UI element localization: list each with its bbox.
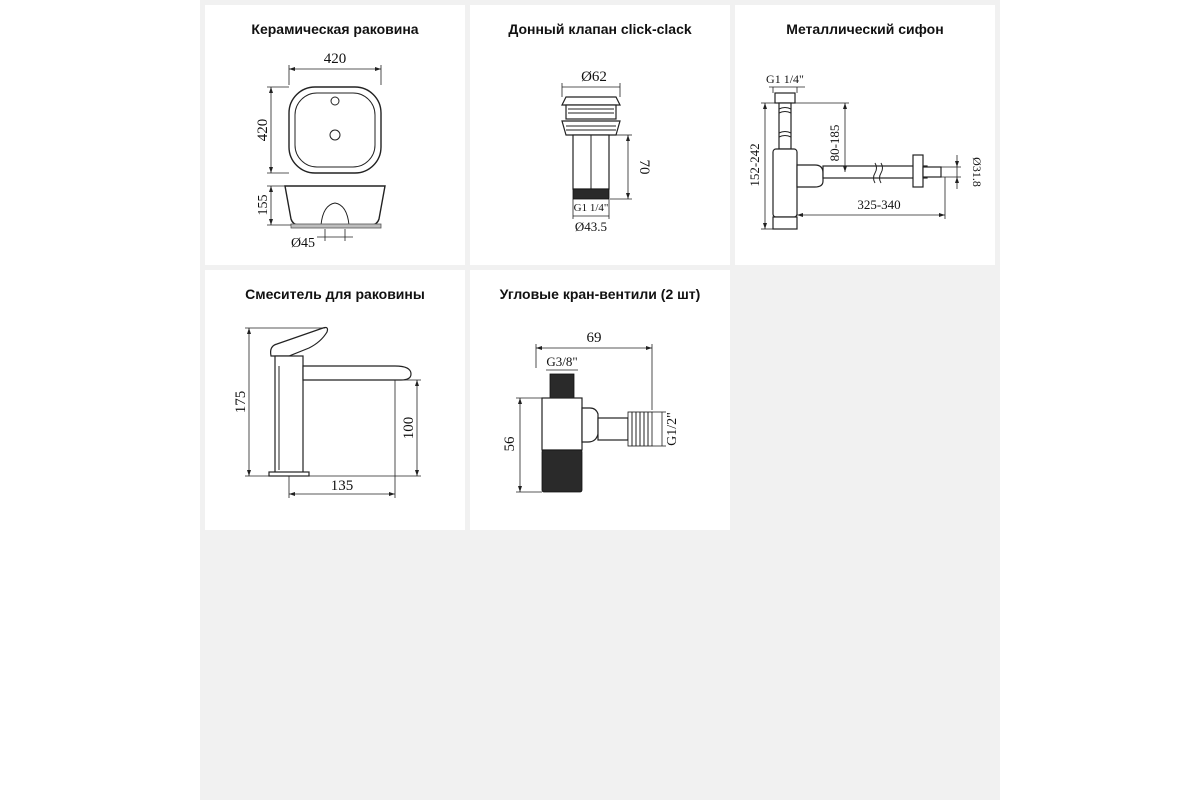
angle-valve-inlet-thread-label: G3/8" bbox=[546, 354, 578, 369]
siphon-card bbox=[735, 5, 995, 265]
sink-drawing bbox=[205, 5, 465, 265]
valve-thread bbox=[573, 189, 609, 199]
faucet-spout bbox=[303, 366, 411, 380]
sink-height-label: 155 bbox=[256, 194, 271, 216]
angle-valve-outlet-thread-label: G1/2" bbox=[665, 412, 680, 446]
valve-height-label: 70 bbox=[636, 159, 652, 175]
siphon-drawing bbox=[735, 5, 995, 265]
sink-width-label: 420 bbox=[323, 51, 347, 67]
siphon-outlet-diameter-label: Ø31.8 bbox=[970, 157, 984, 187]
faucet-base bbox=[269, 472, 309, 476]
siphon-upper-pipe bbox=[779, 103, 791, 149]
sink-counter bbox=[291, 224, 381, 228]
sink-title: Керамическая раковина bbox=[251, 21, 419, 37]
valve-thread-label: G1 1/4" bbox=[573, 202, 609, 214]
sink-drain-hole bbox=[330, 130, 340, 140]
valve-drawing bbox=[470, 5, 730, 265]
siphon-bottle bbox=[773, 149, 797, 217]
drawing-sheet bbox=[200, 0, 1000, 800]
siphon-title: Металлический сифон bbox=[786, 21, 944, 37]
valve-bottom-diameter-label: Ø43.5 bbox=[574, 219, 608, 234]
valve-flange bbox=[562, 121, 620, 135]
valve-title: Донный клапан click-clack bbox=[508, 21, 692, 37]
siphon-elbow bbox=[797, 165, 823, 187]
faucet-title: Смеситель для раковины bbox=[245, 286, 425, 302]
angle-valve-top-thread bbox=[550, 374, 574, 398]
siphon-bottom-cap bbox=[773, 217, 797, 229]
siphon-offset-height-label: 80-185 bbox=[827, 124, 842, 162]
angle-valve-body bbox=[542, 398, 582, 450]
angle-valve-elbow bbox=[582, 408, 598, 442]
sink-drain-curve bbox=[321, 203, 349, 225]
sink-drain-label: Ø45 bbox=[290, 236, 316, 251]
valve-top-diameter-label: Ø62 bbox=[581, 69, 607, 85]
sink-depth-label: 420 bbox=[255, 118, 271, 142]
valve-cap-body bbox=[566, 105, 616, 119]
faucet-height-label: 175 bbox=[233, 390, 249, 414]
sink-side-view bbox=[285, 186, 385, 225]
siphon-outlet bbox=[923, 167, 941, 177]
angle-valve-handle bbox=[542, 450, 582, 492]
angle-valve-length-label: 69 bbox=[586, 330, 602, 346]
siphon-thread-label: G1 1/4" bbox=[766, 72, 804, 86]
sink-card bbox=[205, 5, 465, 265]
faucet-lever bbox=[271, 328, 328, 357]
angle-valve-drawing bbox=[470, 270, 730, 530]
sink-tap-hole bbox=[331, 97, 339, 105]
angle-valve-card bbox=[470, 270, 730, 530]
siphon-total-height-label: 152-242 bbox=[747, 143, 762, 187]
faucet-card bbox=[205, 270, 465, 530]
faucet-reach-label: 135 bbox=[330, 478, 354, 494]
angle-valve-height-label: 56 bbox=[502, 436, 518, 452]
siphon-rosette bbox=[913, 155, 923, 187]
angle-valve-title: Угловые кран-вентили (2 шт) bbox=[499, 286, 701, 302]
valve-card bbox=[470, 5, 730, 265]
valve-cap bbox=[562, 97, 620, 105]
siphon-top-nut bbox=[775, 93, 795, 103]
angle-valve-outlet bbox=[598, 418, 628, 440]
faucet-spout-height-label: 100 bbox=[401, 416, 417, 440]
siphon-length-label: 325-340 bbox=[857, 197, 901, 212]
faucet-drawing bbox=[205, 270, 465, 530]
